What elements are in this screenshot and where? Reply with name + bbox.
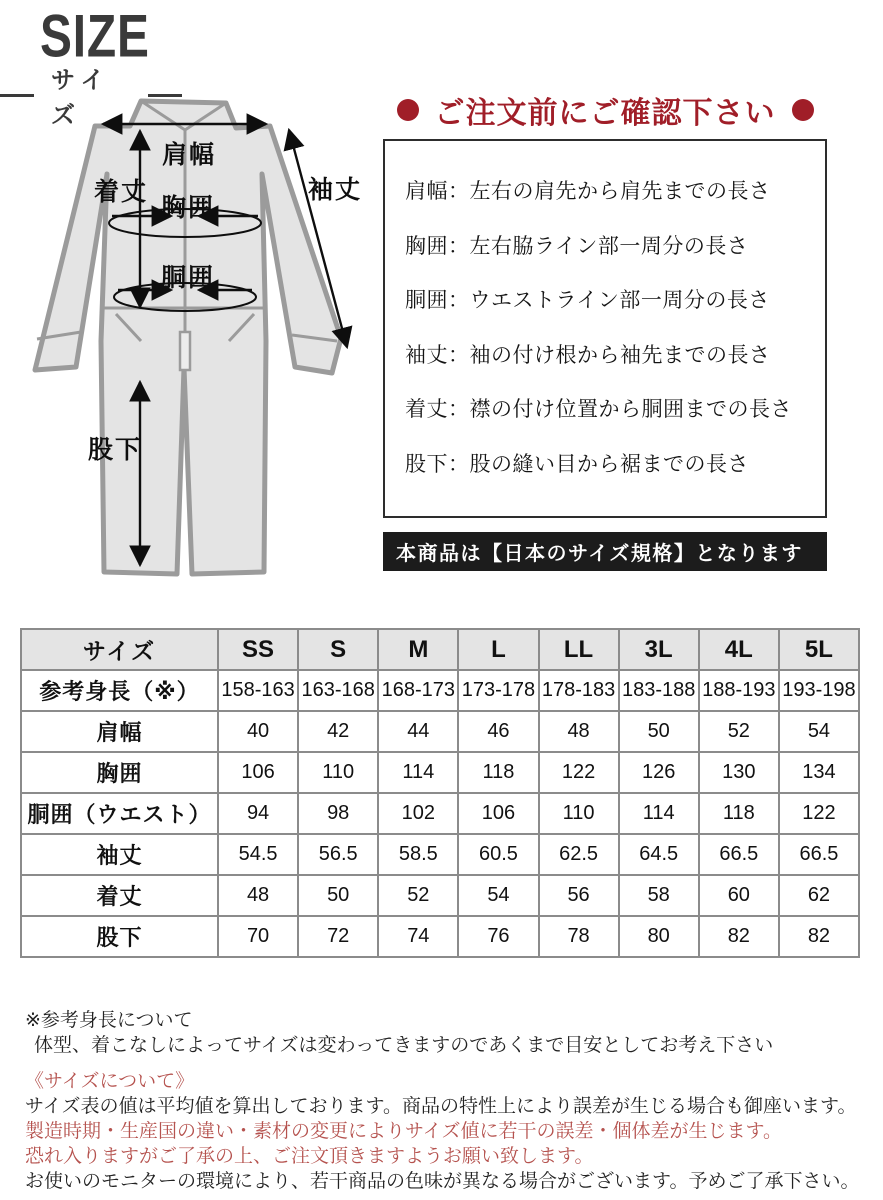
height-footnote-body: 体型、着こなしによってサイズは変わってきますのであくまで目安としてお考え下さい — [34, 1035, 774, 1056]
size-value-cell: 46 — [458, 711, 538, 752]
size-value-cell: 56.5 — [298, 834, 378, 875]
size-value-cell: 118 — [458, 752, 538, 793]
size-column-header: 5L — [779, 629, 859, 670]
table-row — [21, 793, 859, 834]
size-value-cell: 106 — [458, 793, 538, 834]
size-value-cell: 40 — [218, 711, 298, 752]
size-value-cell: 74 — [378, 916, 458, 957]
size-value-cell: 158-163 — [218, 670, 298, 711]
inseam-label: 股下 — [88, 436, 143, 464]
size-value-cell: 163-168 — [298, 670, 378, 711]
definition-line: 袖丈：袖の付け根から袖先までの長さ — [405, 343, 771, 367]
size-value-cell: 52 — [699, 711, 779, 752]
size-value-cell: 58.5 — [378, 834, 458, 875]
size-value-cell: 82 — [699, 916, 779, 957]
row-label: 着丈 — [21, 875, 218, 916]
size-value-cell: 56 — [539, 875, 619, 916]
size-value-cell: 66.5 — [779, 834, 859, 875]
row-label: 袖丈 — [21, 834, 218, 875]
height-footnote — [25, 1008, 773, 1058]
definition-line: 股下：股の縫い目から裾までの長さ — [405, 452, 749, 476]
size-value-cell: 72 — [298, 916, 378, 957]
row-label: 参考身長（※） — [21, 670, 218, 711]
size-value-cell: 54 — [458, 875, 538, 916]
table-row — [21, 875, 859, 916]
size-column-header: LL — [539, 629, 619, 670]
size-value-cell: 66.5 — [699, 834, 779, 875]
size-value-cell: 70 — [218, 916, 298, 957]
notice-title-label: ご注文前にご確認下さい — [434, 97, 776, 130]
definition-line: 胸囲：左右脇ライン部一周分の長さ — [405, 234, 749, 258]
size-column-header: SS — [218, 629, 298, 670]
size-column-header: S — [298, 629, 378, 670]
size-value-cell: 64.5 — [619, 834, 699, 875]
size-value-cell: 60 — [699, 875, 779, 916]
size-value-cell: 98 — [298, 793, 378, 834]
table-row — [21, 752, 859, 793]
body-length-label: 着丈 — [94, 178, 149, 206]
size-value-cell: 178-183 — [539, 670, 619, 711]
size-value-cell: 110 — [539, 793, 619, 834]
size-value-cell: 183-188 — [619, 670, 699, 711]
size-value-cell: 193-198 — [779, 670, 859, 711]
size-value-cell: 50 — [298, 875, 378, 916]
size-value-cell: 102 — [378, 793, 458, 834]
size-value-cell: 48 — [218, 875, 298, 916]
size-value-cell: 110 — [298, 752, 378, 793]
table-row — [21, 916, 859, 957]
page-title: SIZE — [40, 3, 150, 71]
row-label: 胸囲 — [21, 752, 218, 793]
size-note-lines — [25, 1094, 859, 1194]
size-value-cell: 114 — [619, 793, 699, 834]
row-label: 股下 — [21, 916, 218, 957]
size-value-cell: 58 — [619, 875, 699, 916]
size-value-cell: 78 — [539, 916, 619, 957]
size-value-cell: 122 — [539, 752, 619, 793]
definition-line: 肩幅：左右の肩先から肩先までの長さ — [405, 180, 771, 204]
chest-girth-label: 胸囲 — [161, 194, 216, 222]
size-value-cell: 118 — [699, 793, 779, 834]
size-value-cell: 106 — [218, 752, 298, 793]
definition-line: 着丈：襟の付け位置から胴囲までの長さ — [405, 398, 792, 422]
size-value-cell: 173-178 — [458, 670, 538, 711]
red-dot-icon — [792, 99, 814, 121]
size-value-cell: 94 — [218, 793, 298, 834]
size-value-cell: 62 — [779, 875, 859, 916]
waist-girth-label: 胴囲 — [161, 264, 216, 292]
size-value-cell: 48 — [539, 711, 619, 752]
size-value-cell: 80 — [619, 916, 699, 957]
size-value-cell: 50 — [619, 711, 699, 752]
definition-line: 胴囲：ウエストライン部一周分の長さ — [405, 289, 770, 313]
sleeve-length-label: 袖丈 — [308, 176, 363, 204]
red-dot-icon — [397, 99, 419, 121]
size-table — [20, 628, 860, 958]
size-value-cell: 54.5 — [218, 834, 298, 875]
size-column-header: M — [378, 629, 458, 670]
jp-standard-banner-label: 本商品は【日本のサイズ規格】となります — [396, 543, 803, 565]
size-footnote-title: 《サイズについて》 — [25, 1071, 195, 1092]
row-label: 胴囲（ウエスト） — [21, 793, 218, 834]
size-column-header: L — [458, 629, 538, 670]
page-subtitle-label: サイズ — [51, 67, 112, 129]
table-row — [21, 711, 859, 752]
table-row — [21, 834, 859, 875]
size-value-cell: 54 — [779, 711, 859, 752]
size-value-cell: 188-193 — [699, 670, 779, 711]
notice-title — [383, 90, 827, 130]
size-value-cell: 52 — [378, 875, 458, 916]
size-value-cell: 60.5 — [458, 834, 538, 875]
size-value-cell: 42 — [298, 711, 378, 752]
size-note-line: 製造時期・生産国の違い・素材の変更によりサイズ値に若干の誤差・個体差が生じます。 — [25, 1121, 782, 1142]
size-value-cell: 62.5 — [539, 834, 619, 875]
size-note-line: お使いのモニターの環境により、若干商品の色味が異なる場合がございます。予めご了承下さい。 — [25, 1171, 860, 1192]
table-row — [21, 670, 859, 711]
size-note-line: 恐れ入りますがご了承の上、ご注文頂きますようお願い致します。 — [25, 1146, 594, 1167]
size-column-header: 3L — [619, 629, 699, 670]
size-footnote — [25, 1069, 859, 1194]
table-corner-header: サイズ — [21, 629, 218, 670]
size-value-cell: 134 — [779, 752, 859, 793]
size-value-cell: 122 — [779, 793, 859, 834]
height-footnote-title: ※参考身長について — [25, 1010, 193, 1031]
shoulder-width-label: 肩幅 — [162, 141, 217, 169]
size-column-header: 4L — [699, 629, 779, 670]
size-value-cell: 76 — [458, 916, 538, 957]
measurement-diagram — [8, 86, 376, 600]
size-value-cell: 126 — [619, 752, 699, 793]
size-value-cell: 168-173 — [378, 670, 458, 711]
definitions-box — [383, 139, 827, 518]
size-value-cell: 130 — [699, 752, 779, 793]
row-label: 肩幅 — [21, 711, 218, 752]
size-value-cell: 44 — [378, 711, 458, 752]
jp-standard-banner — [383, 532, 827, 571]
size-value-cell: 114 — [378, 752, 458, 793]
size-value-cell: 82 — [779, 916, 859, 957]
size-note-line: サイズ表の値は平均値を算出しております。商品の特性上により誤差が生じる場合も御座います。 — [25, 1096, 857, 1117]
